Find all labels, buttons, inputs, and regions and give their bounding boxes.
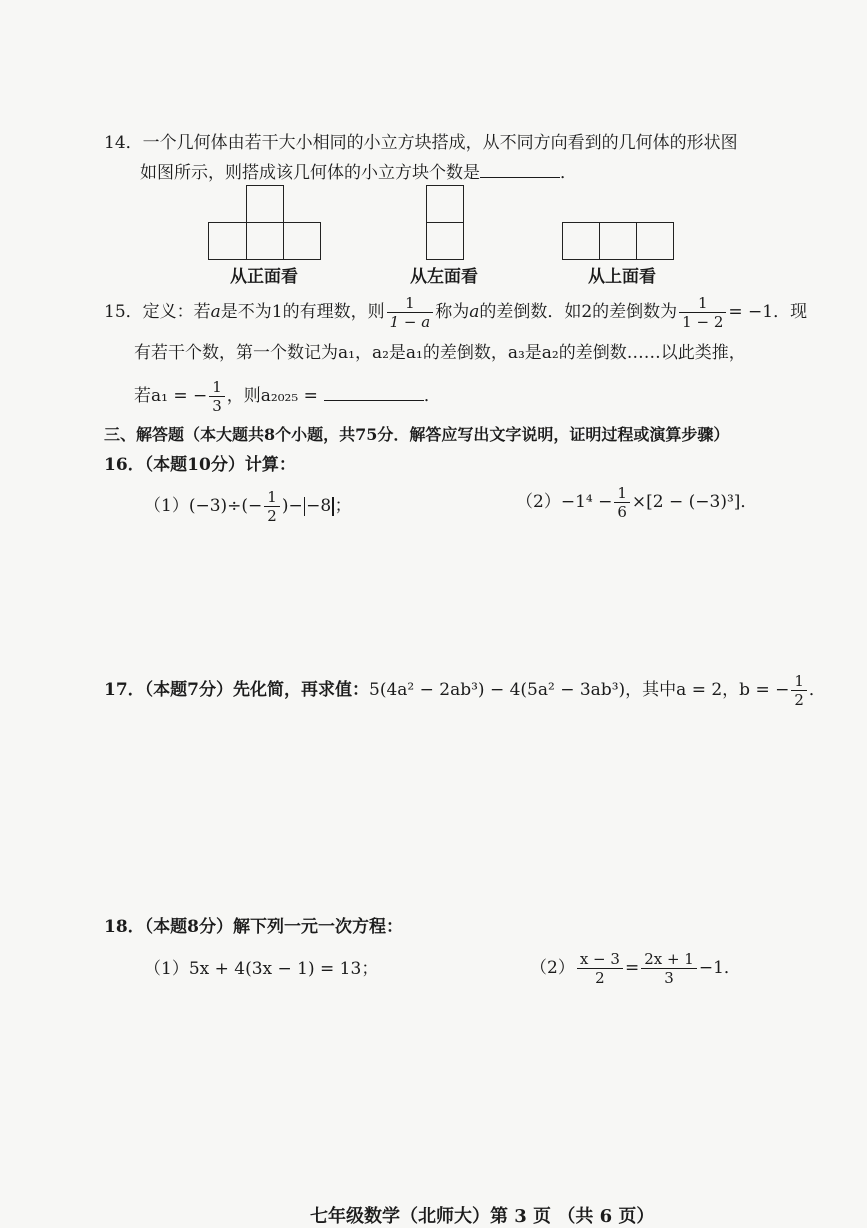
q16-p2-label: （2） [516,492,561,512]
q17-fraction [791,672,807,709]
q15-fraction-2 [679,294,726,331]
q15-frac-den: 1 − a [389,313,431,331]
top-view-cube [636,222,674,260]
q18-p2-frac1-num: x − 3 [577,950,623,969]
front-view-cube [208,222,247,260]
q15-line3 [134,374,441,418]
q14-line1: 14．一个几何体由若干大小相同的小立方块搭成，从不同方向看到的几何体的形状图 [104,133,738,153]
top-view-label: 从上面看 [588,267,656,287]
q15-line2: 有若干个数，第一个数记为a₁，a₂是a₁的差倒数，a₃是a₂的差倒数……以此类推， [134,343,746,363]
q18-p2-label: （2） [530,958,575,978]
q17-frac-num: 1 [791,672,807,691]
q16-part1 [144,484,352,528]
q17-expr: 5(4a² − 2ab³) − 4(5a² − 3ab³) [369,680,626,700]
q18-p2-frac2-num: 2x + 1 [641,950,697,969]
left-view-label: 从左面看 [410,267,478,287]
q15-frac2-den: 1 − 2 [682,313,724,331]
q18-p1-expr: 5x + 4(3x − 1) = 13； [188,959,379,979]
q17-head: 17．（本题7分）先化简，再求值： [104,680,369,700]
q16-p2-expr-a: −1⁴ − [560,492,613,512]
q15-fraction-1 [387,294,434,331]
section3-title: 三、解答题（本大题共8个小题，共75分．解答应写出文字说明，证明过程或演算步骤） [104,425,730,444]
q15-line1 [104,290,807,334]
q16-p2-fraction [614,484,630,521]
q18-p1-label: （1） [144,959,189,979]
q17 [104,668,826,712]
q15-fraction-3 [209,378,225,415]
q15-mid3: 的差倒数．如2的差倒数为 [479,302,678,322]
q16-p1-label: （1） [144,496,189,516]
q15-var-a: a [210,302,221,322]
top-view-cube [599,222,637,260]
q16-p1-fraction [264,488,280,525]
q16-part2 [516,480,757,524]
q14-end: ． [560,163,577,183]
q16-p1-frac-num: 1 [264,488,280,507]
q15-var-a-2: a [469,302,480,322]
q18-p2-fraction-2 [641,950,697,987]
front-view-cube [246,185,284,223]
left-view-cube [426,185,464,223]
q16-p1-abs: −8 [306,496,332,516]
q15-mid2: 称为 [435,302,470,322]
front-view-label: 从正面看 [230,267,298,287]
q18-p2-eq: = [624,958,640,978]
front-view-cube [246,222,284,260]
q18-head: 18．（本题8分）解下列一元一次方程： [104,917,403,937]
q15-mid1: 是不为1的有理数，则 [220,302,385,322]
q18-p2-frac2-den: 3 [664,969,674,987]
q14-line2-text: 如图所示，则搭成该几何体的小立方块个数是 [140,163,480,183]
front-view-cube [283,222,321,260]
q18-p2-frac1-den: 2 [595,969,605,987]
q17-frac-den: 2 [794,691,804,709]
q15-line3-mid: ，则a₂₀₂₅ = [226,386,318,406]
q15-mid4: = −1．现 [728,302,808,322]
q16-p2-frac-den: 6 [617,503,627,521]
q15-line3-prefix: 若a₁ = − [134,386,208,406]
page-footer: 七年级数学（北师大）第 3 页 （共 6 页） [310,1206,655,1227]
q17-cond: ，其中a = 2，b = − [625,680,790,700]
q18-p2-end: −1． [698,958,741,978]
q16-p2-expr-b: ×[2 − (−3)³]． [631,492,758,512]
abs-bar-right [332,497,333,516]
q16-p1-frac-den: 2 [267,507,277,525]
q15-frac3-num: 1 [209,378,225,397]
q14-line2 [140,162,577,184]
q16-p2-frac-num: 1 [614,484,630,503]
q18-part1 [144,958,378,980]
left-view-cube [426,222,464,260]
q18-part2 [530,946,741,990]
q15-answer-blank [324,400,424,401]
q15-frac3-den: 3 [212,397,222,415]
q15-frac2-num: 1 [679,294,726,313]
q15-line3-end: ． [423,386,441,406]
q16-p1-expr-b: )− [281,496,303,516]
q17-end: ． [808,680,826,700]
q18-p2-fraction-1 [577,950,623,987]
q16-p1-expr-a: (−3)÷(− [188,496,263,516]
q14-answer-blank [480,177,560,178]
top-view-cube [562,222,600,260]
q16-p1-end: ； [334,496,352,516]
q16-head: 16．（本题10分）计算： [104,455,296,475]
q15-prefix: 15．定义：若 [104,302,211,322]
q15-frac-num: 1 [387,294,434,313]
abs-bar-left [304,497,305,516]
